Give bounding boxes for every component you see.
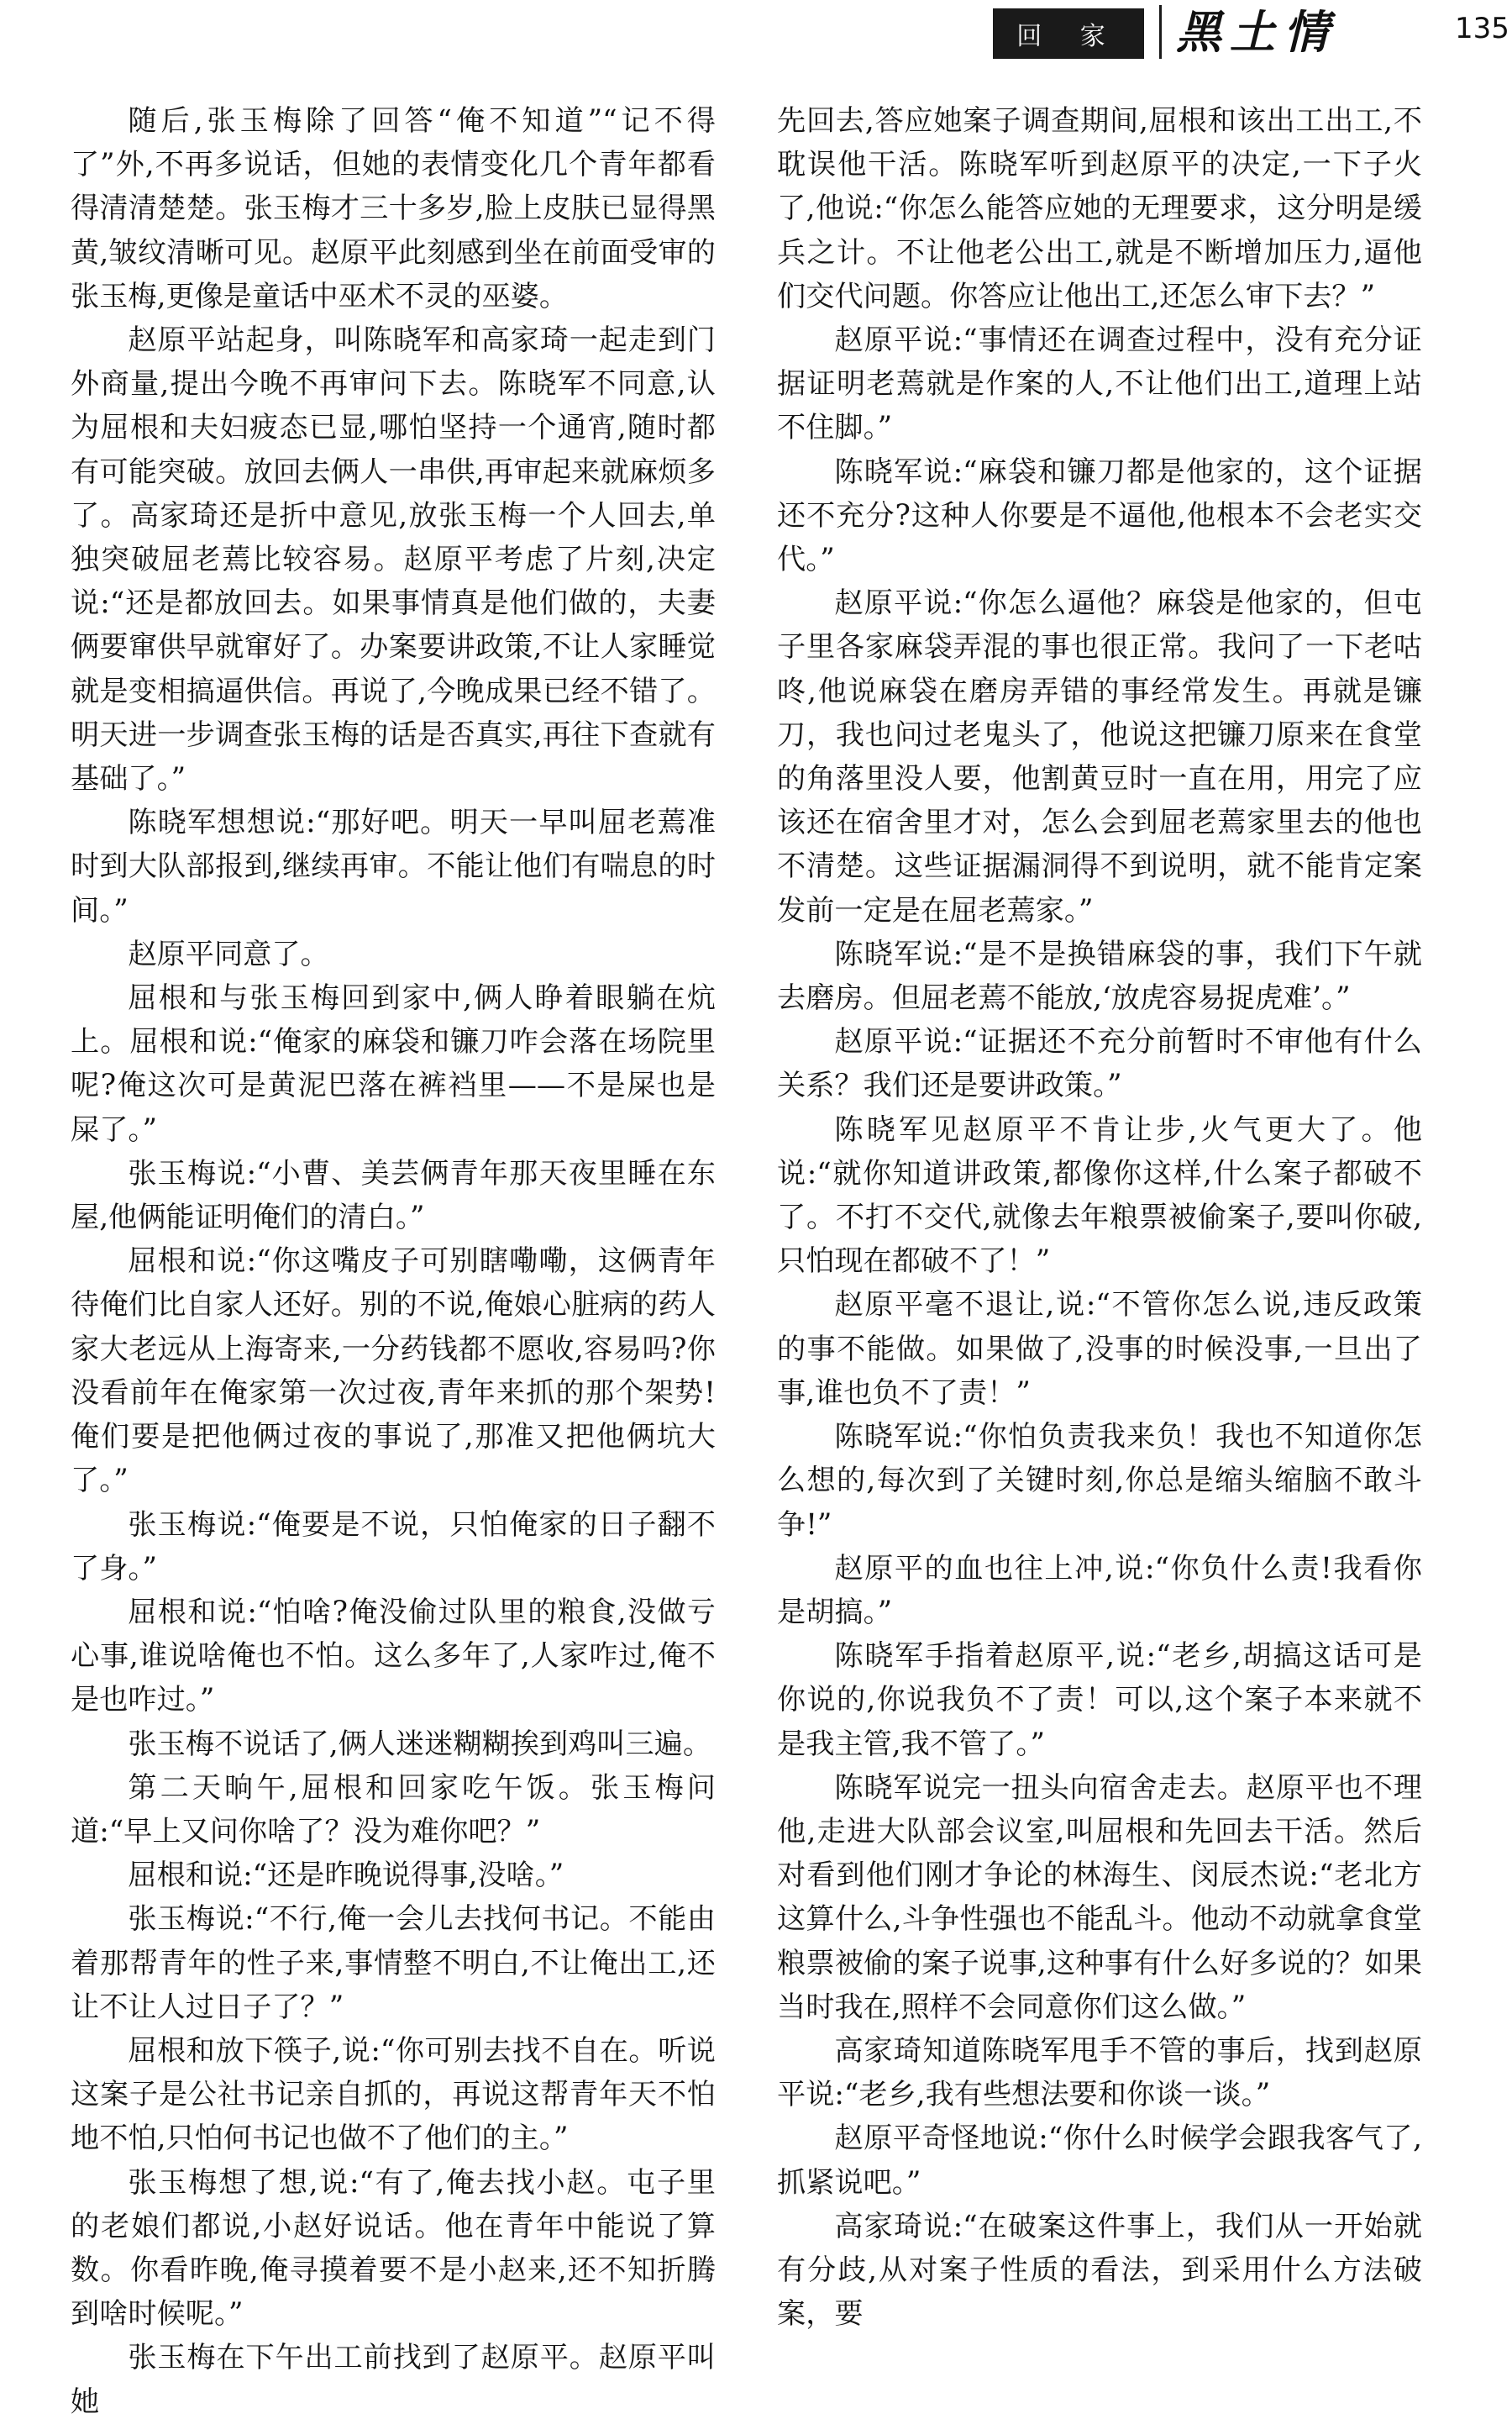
paragraph: 先回去,答应她案子调查期间,屈根和该出工出工,不耽误他干活。陈晓军听到赵原平的决定,一下子火了,他说:“你怎么能答应她的无理要求，这分明是缓兵之计。不让他老公出工,就是不断增加压力,逼他们交代问题。你答应让他出工,还怎么审下去？” <box>777 104 1422 313</box>
magazine-logo: 黑土情 <box>1176 5 1337 59</box>
left-column <box>71 99 716 2419</box>
paragraph: 陈晓军见赵原平不肯让步,火气更大了。他说:“就你知道讲政策,都像你这样,什么案子都破不了。不打不交代,就像去年粮票被偷案子,要叫你破,只怕现在都破不了！” <box>777 1112 1422 1279</box>
paragraph: 屈根和说:“你这嘴皮子可别瞎嘞嘞，这俩青年待俺们比自家人还好。别的不说,俺娘心脏病的药人家大老远从上海寄来,一分药钱都不愿收,容易吗?你没看前年在俺家第一次过夜,青年来抓的那个架势!俺们要是把他俩过夜的事说了,那准又把他俩坑大了。” <box>71 1244 716 1498</box>
paragraph: 张玉梅想了想,说:“有了,俺去找小赵。屯子里的老娘们都说,小赵好说话。他在青年中能说了算数。你看昨晚,俺寻摸着要不是小赵来,还不知折腾到啥时候呢。” <box>71 2165 716 2332</box>
paragraph: 随后,张玉梅除了回答“俺不知道”“记不得了”外,不再多说话，但她的表情变化几个青年都看得清清楚楚。张玉梅才三十多岁,脸上皮肤已显得黑黄,皱纹清晰可见。赵原平此刻感到坐在前面受审的张玉梅,更像是童话中巫术不灵的巫婆。 <box>71 104 716 313</box>
paragraph: 赵原平奇怪地说:“你什么时候学会跟我客气了,抓紧说吧。” <box>777 2122 1422 2200</box>
paragraph: 赵原平毫不退让,说:“不管你怎么说,违反政策的事不能做。如果做了,没事的时候没事,一旦出了事,谁也负不了责！” <box>777 1288 1422 1410</box>
paragraph: 赵原平说:“你怎么逼他？麻袋是他家的，但屯子里各家麻袋弄混的事也很正常。我问了一下老咕咚,他说麻袋在磨房弄错的事经常发生。再就是镰刀，我也问过老鬼头了，他说这把镰刀原来在食堂的角落里没人要，他割黄豆时一直在用，用完了应该还在宿舍里才对，怎么会到屈老蔫家里去的他也不清楚。这些证据漏洞得不到说明，就不能肯定案发前一定是在屈老蔫家。” <box>777 586 1422 928</box>
paragraph: 屈根和说:“怕啥?俺没偷过队里的粮食,没做亏心事,谁说啥俺也不怕。这么多年了,人家咋过,俺不是也咋过。” <box>71 1595 716 1717</box>
paragraph: 张玉梅不说话了,俩人迷迷糊糊挨到鸡叫三遍。 <box>128 1727 712 1761</box>
page-number: 135 <box>1455 12 1509 45</box>
paragraph: 陈晓军说:“你怕负责我来负！我也不知道你怎么想的,每次到了关键时刻,你总是缩头缩脑不敢斗争!” <box>777 1420 1422 1542</box>
paragraph: 陈晓军想想说:“那好吧。明天一早叫屈老蔫准时到大队部报到,继续再审。不能让他们有喘息的时间。” <box>71 806 716 928</box>
paragraph: 张玉梅在下午出工前找到了赵原平。赵原平叫她 <box>71 2341 716 2419</box>
header-divider <box>1159 5 1162 59</box>
right-column <box>777 99 1422 2332</box>
paragraph: 第二天晌午,屈根和回家吃午饭。张玉梅问道:“早上又问你啥了？没为难你吧？” <box>71 1770 716 1848</box>
paragraph: 陈晓军说:“是不是换错麻袋的事，我们下午就去磨房。但屈老蔫不能放,‘放虎容易捉虎难’。” <box>777 937 1422 1016</box>
paragraph: 赵原平说:“证据还不充分前暂时不审他有什么关系？我们还是要讲政策。” <box>777 1025 1422 1103</box>
paragraph: 张玉梅说:“不行,俺一会儿去找何书记。不能由着那帮青年的性子来,事情整不明白,不让俺出工,还让不让人过日子了？” <box>71 1902 716 2024</box>
paragraph: 陈晓军说完一扭头向宿舍走去。赵原平也不理他,走进大队部会议室,叫屈根和先回去干活。然后对看到他们刚才争论的林海生、闵辰杰说:“老北方这算什么,斗争性强也不能乱斗。他动不动就拿食堂粮票被偷的案子说事,这种事有什么好多说的？如果当时我在,照样不会同意你们这么做。” <box>777 1770 1422 2024</box>
paragraph: 屈根和说:“还是昨晚说得事,没啥。” <box>128 1859 564 1893</box>
paragraph: 屈根和与张玉梅回到家中,俩人睁着眼躺在炕上。屈根和说:“俺家的麻袋和镰刀咋会落在场院里呢?俺这次可是黄泥巴落在裤裆里——不是屎也是屎了。” <box>71 981 716 1147</box>
paragraph: 赵原平说:“事情还在调查过程中，没有充分证据证明老蔫就是作案的人,不让他们出工,道理上站不住脚。” <box>777 323 1422 445</box>
paragraph: 陈晓军手指着赵原平,说:“老乡,胡搞这话可是你说的,你说我负不了责！可以,这个案子本来就不是我主管,我不管了。” <box>777 1639 1422 1761</box>
paragraph: 屈根和放下筷子,说:“你可别去找不自在。听说这案子是公社书记亲自抓的，再说这帮青年天不怕地不怕,只怕何书记也做不了他们的主。” <box>71 2033 716 2156</box>
paragraph: 高家琦知道陈晓军甩手不管的事后，找到赵原平说:“老乡,我有些想法要和你谈一谈。” <box>777 2033 1422 2112</box>
paragraph: 赵原平同意了。 <box>128 937 329 971</box>
paragraph: 张玉梅说:“俺要是不说，只怕俺家的日子翻不了身。” <box>71 1507 716 1585</box>
paragraph: 赵原平的血也往上冲,说:“你负什么责!我看你是胡搞。” <box>777 1551 1422 1629</box>
section-label: 回 家 <box>993 8 1144 59</box>
paragraph: 张玉梅说:“小曹、美芸俩青年那天夜里睡在东屋,他俩能证明俺们的清白。” <box>71 1156 716 1235</box>
page-header <box>0 0 1512 67</box>
paragraph: 高家琦说:“在破案这件事上，我们从一开始就有分歧,从对案子性质的看法，到采用什么方法破案，要 <box>777 2209 1422 2332</box>
paragraph: 陈晓军说:“麻袋和镰刀都是他家的，这个证据还不充分?这种人你要是不逼他,他根本不会老实交代。” <box>777 455 1422 577</box>
paragraph: 赵原平站起身，叫陈晓军和高家琦一起走到门外商量,提出今晚不再审问下去。陈晓军不同意,认为屈根和夫妇疲态已显,哪怕坚持一个通宵,随时都有可能突破。放回去俩人一串供,再审起来就麻烦多了。高家琦还是折中意见,放张玉梅一个人回去,单独突破屈老蔫比较容易。赵原平考虑了片刻,决定说:“还是都放回去。如果事情真是他们做的，夫妻俩要窜供早就窜好了。办案要讲政策,不让人家睡觉就是变相搞逼供信。再说了,今晚成果已经不错了。明天进一步调查张玉梅的话是否真实,再往下查就有基础了。” <box>71 323 716 797</box>
